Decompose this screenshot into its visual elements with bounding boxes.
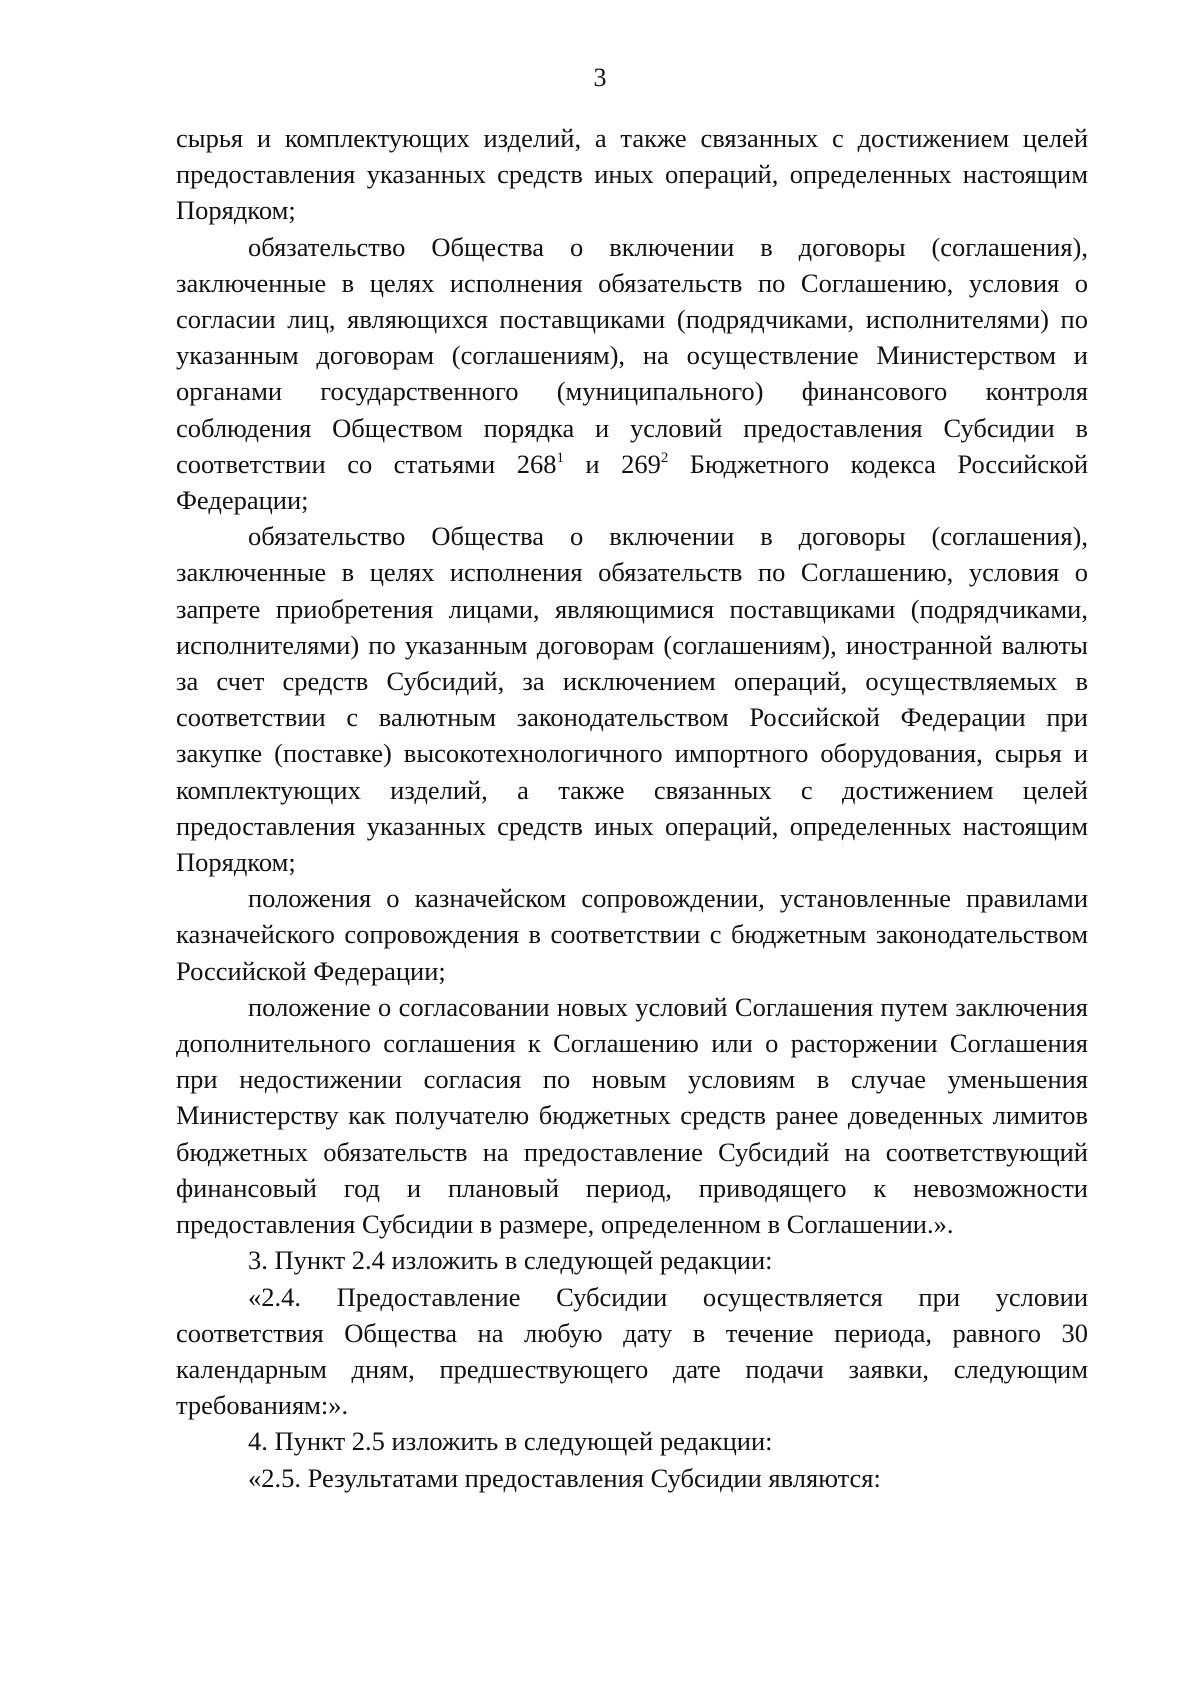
document-body — [176, 120, 1088, 1496]
paragraph-new-conditions: положение о согласовании новых условий Соглашения путем заключения дополнительного соглашения к Соглашению или о расторжении Соглашения при недостижении согласия по новым условиям в случае уменьшения Министерству как получателю бюджетных средств ранее доведенных лимитов бюджетных обязательств на предоставление Субсидий на соответствующий финансовый год и плановый период, приводящего к невозможности предоставления Субсидии в размере, определенном в Соглашении.». — [176, 991, 1088, 1240]
paragraph-clause-2-5: «2.5. Результатами предоставления Субсидии являются: — [248, 1462, 881, 1493]
paragraph-control-consent — [176, 229, 1088, 519]
paragraph-item-3: 3. Пункт 2.4 изложить в следующей редакции: — [248, 1245, 773, 1276]
paragraph-clause-2-4: «2.4. Предоставление Субсидии осуществляется при условии соответствия Общества на любую дату в течение периода, равного 30 календарным дням, предшествующего дате подачи заявки, следующим требованиям:». — [176, 1281, 1088, 1421]
paragraph-control-consent-end: Бюджетного кодекса Российской Федерации; — [176, 448, 1088, 516]
article-269-superscript: 2 — [660, 449, 669, 466]
paragraph-treasury-support: положения о казначейском сопровождении, установленные правилами казначейского сопровождения в соответствии с бюджетным законодательством Российской Федерации; — [176, 883, 1088, 986]
paragraph-item-4: 4. Пункт 2.5 изложить в следующей редакции: — [248, 1426, 773, 1457]
paragraph-control-consent-mid: и 269 — [563, 448, 661, 479]
paragraph-currency-ban: обязательство Общества о включении в договоры (соглашения), заключенные в целях исполнения обязательств по Соглашению, условия о запрете приобретения лицами, являющимися поставщиками (подрядчиками, исполнителями) по указанным договорам (соглашениям), иностранной валюты за счет средств Субсидий, за исключением операций, осуществляемых в соответствии с валютным законодательством Российской Федерации при закупке (поставке) высокотехнологичного импортного оборудования, сырья и комплектующих изделий, а также связанных с достижением целей предоставления указанных средств иных операций, определенных настоящим Порядком; — [176, 521, 1088, 878]
paragraph-control-consent-text: обязательство Общества о включении в договоры (соглашения), заключенные в целях исполнения обязательств по Соглашению, условия о согласии лиц, являющихся поставщиками (подрядчиками, исполнителями) по указанным договорам (соглашениям), на осуществление Министерством и органами государственного (муниципального) финансового контроля соблюдения Обществом порядка и условий предоставления Субсидии в соответствии со статьями 268 — [176, 231, 1088, 479]
paragraph-continuation: сырья и комплектующих изделий, а также связанных с достижением целей предоставления указанных средств иных операций, определенных настоящим Порядком; — [176, 123, 1088, 226]
article-268-superscript: 1 — [556, 449, 564, 466]
page-number: 3 — [593, 63, 607, 92]
